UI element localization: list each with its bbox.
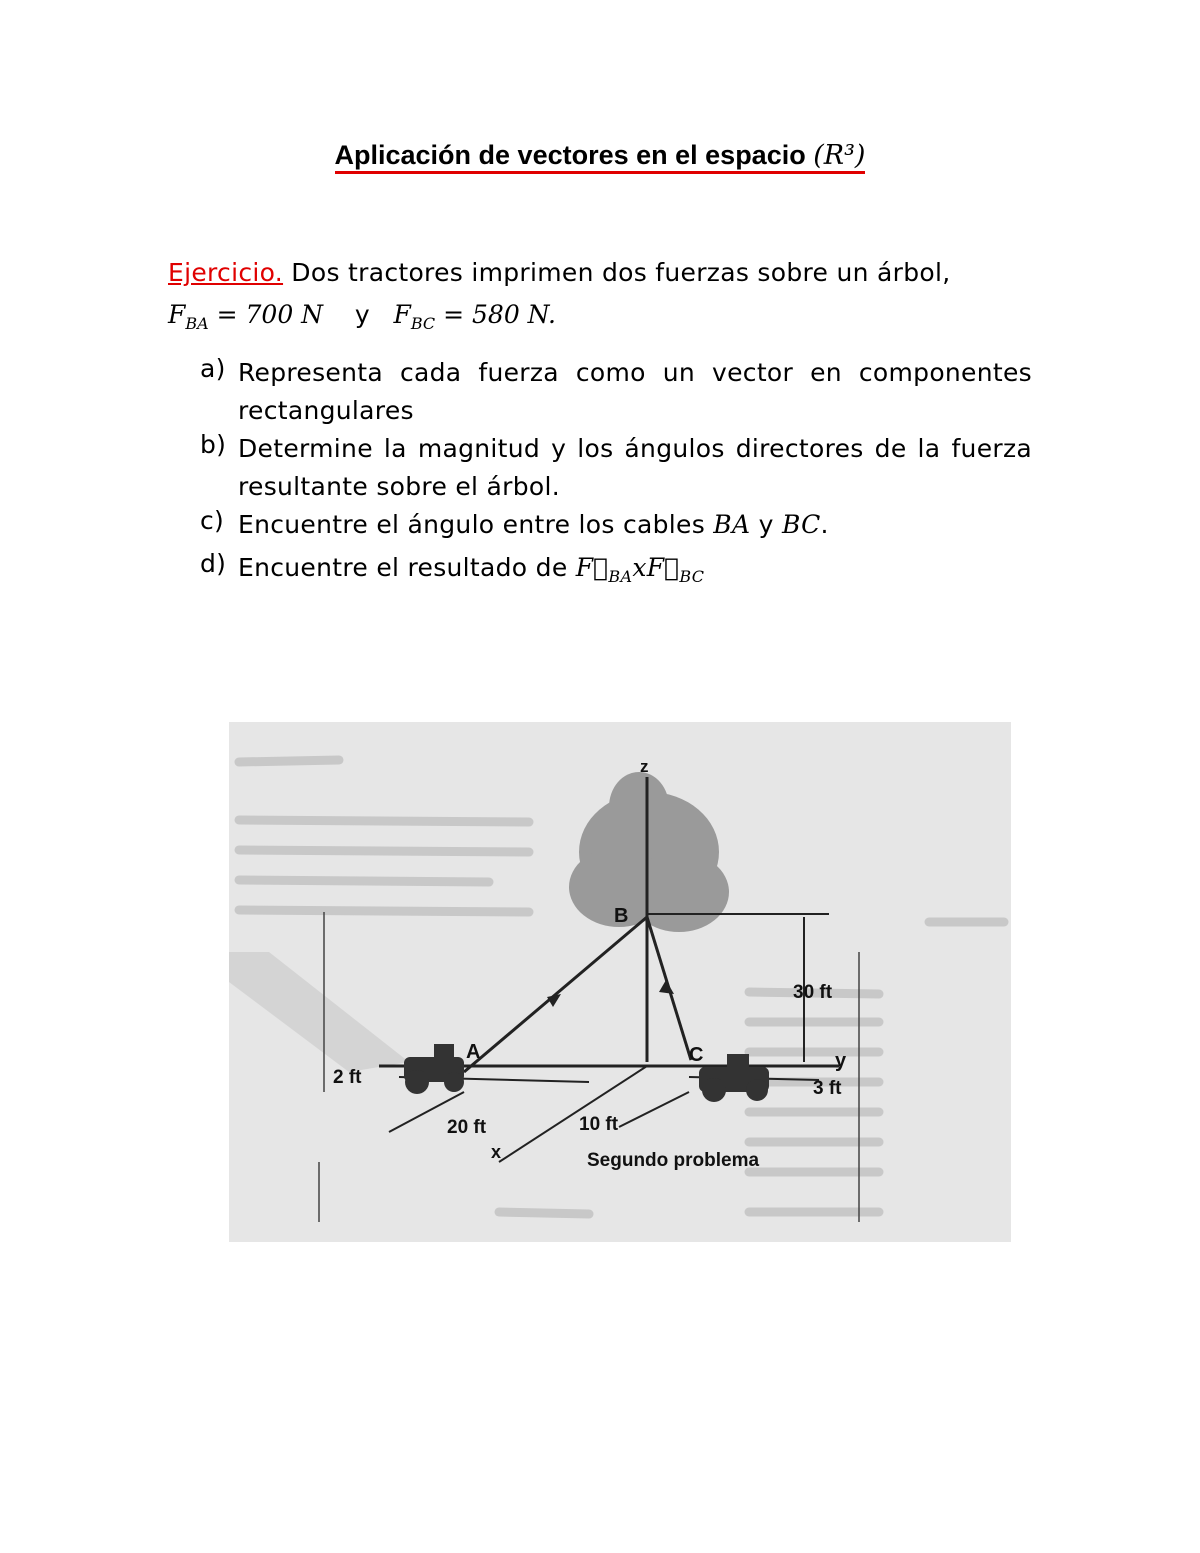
- figure-caption: Segundo problema: [587, 1150, 760, 1171]
- label-a: A: [466, 1041, 481, 1063]
- title-math: (R³): [813, 140, 866, 171]
- item-a-text: Representa cada fuerza como un vector en componentes rectangulares: [238, 358, 1032, 425]
- tractor-tree-figure: [229, 722, 1011, 1242]
- figure-drawing: [229, 722, 1011, 1242]
- item-a-label: a): [200, 354, 226, 383]
- exercise-statement: [168, 258, 950, 287]
- label-z: z: [640, 757, 649, 776]
- label-3ft: 3 ft: [813, 1078, 842, 1099]
- label-c: C: [689, 1044, 704, 1066]
- label-20ft: 20 ft: [447, 1117, 487, 1138]
- item-c-label: c): [200, 506, 225, 535]
- item-b-text: Determine la magnitud y los ángulos directores de la fuerza resultante sobre el árbol.: [238, 434, 1032, 501]
- label-30ft: 30 ft: [793, 982, 833, 1003]
- force-values: [168, 300, 556, 333]
- document-title: [0, 140, 1200, 171]
- and-word: y: [354, 300, 370, 329]
- item-c-text: Encuentre el ángulo entre los cables BA y BC.: [238, 510, 829, 539]
- label-b: B: [614, 905, 629, 927]
- label-y: y: [835, 1050, 847, 1072]
- item-d-label: d): [200, 549, 227, 578]
- label-10ft: 10 ft: [579, 1114, 619, 1135]
- label-x: x: [491, 1142, 502, 1162]
- item-d-text: Encuentre el resultado de $F⃗_{BA}xF⃗_{BC}$: [238, 553, 705, 586]
- exercise-intro: Dos tractores imprimen dos fuerzas sobre un árbol,: [291, 258, 951, 287]
- exercise-label: Ejercicio.: [168, 258, 284, 287]
- title-text: Aplicación de vectores en el espacio: [334, 140, 806, 170]
- label-2ft: 2 ft: [333, 1067, 362, 1088]
- item-b-label: b): [200, 430, 227, 459]
- force-ba: $F_{BA} = 700$ N: [168, 300, 324, 333]
- force-bc: $F_{BC} = 580$ N.: [393, 300, 556, 333]
